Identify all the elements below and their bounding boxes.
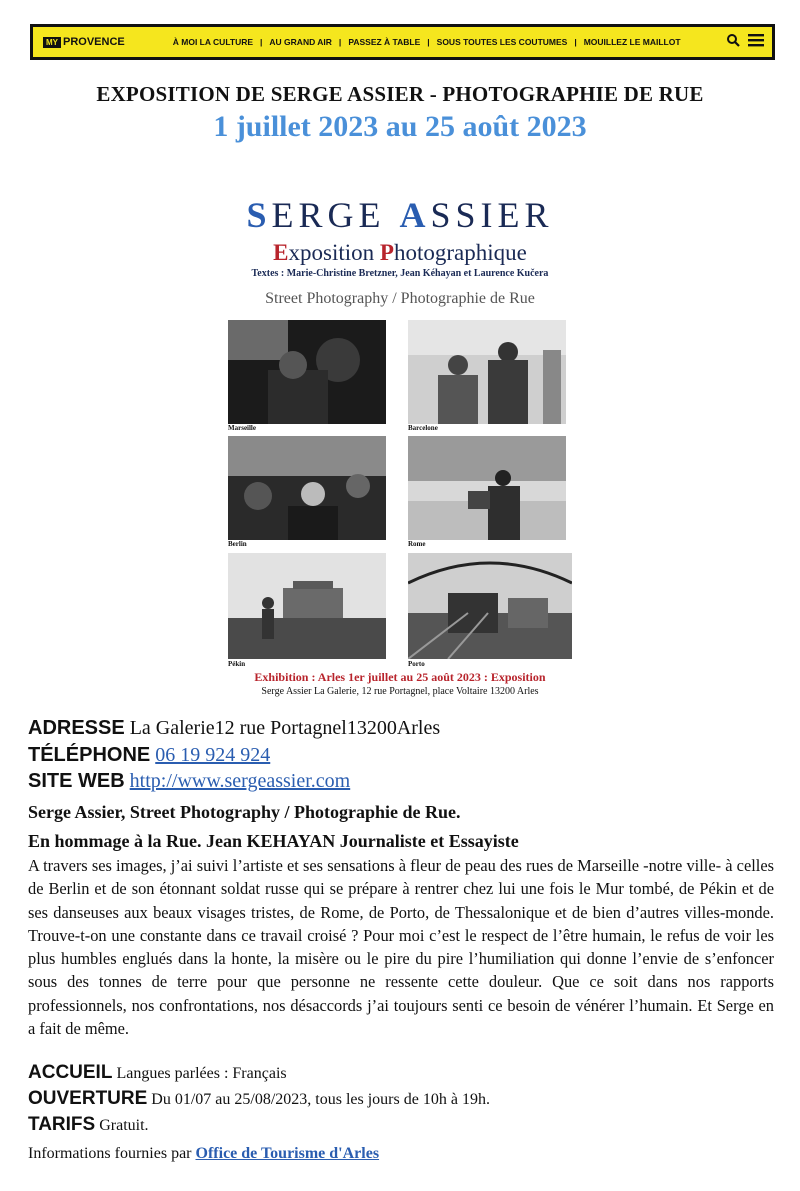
photo-caption-barcelone: Barcelone xyxy=(408,424,438,432)
photo-pekin xyxy=(228,553,386,659)
address-value: La Galerie12 rue Portagnel13200Arles xyxy=(124,717,441,739)
poster-exhibition-line: Exhibition : Arles 1er juillet au 25 août 2023 : Exposition xyxy=(254,670,546,684)
photo-marseille xyxy=(228,320,386,424)
prices-value: Gratuit. xyxy=(95,1117,149,1134)
opening-row xyxy=(28,1088,778,1110)
nav-separator: | xyxy=(260,37,263,47)
website-label: SITE WEB xyxy=(28,770,125,792)
photo-porto xyxy=(408,553,572,659)
nav-separator: | xyxy=(427,37,430,47)
nav-link-table[interactable]: PASSEZ À TABLE xyxy=(348,37,421,47)
phone-link[interactable]: 06 19 924 924 xyxy=(155,744,271,766)
opening-label: OUVERTURE xyxy=(28,1088,148,1109)
phone-label: TÉLÉPHONE xyxy=(28,744,151,766)
photo-berlin xyxy=(228,436,386,540)
prices-row xyxy=(28,1114,778,1136)
nav-separator: | xyxy=(574,37,577,47)
photo-rome xyxy=(408,436,566,540)
address-row xyxy=(28,717,778,740)
photo-caption-marseille: Marseille xyxy=(228,424,256,432)
exhibition-dates: 1 juillet 2023 au 25 août 2023 xyxy=(213,110,587,143)
nav-links xyxy=(173,37,681,47)
photo-caption-rome: Rome xyxy=(408,540,426,548)
website-link[interactable]: http://www.sergeassier.com xyxy=(129,770,351,792)
poster-artist-name: SERGE ASSIER xyxy=(246,195,554,235)
source-row xyxy=(28,1145,778,1163)
search-icon[interactable] xyxy=(726,33,740,52)
brand-logo-box: MY xyxy=(43,37,61,48)
nav-link-maillot[interactable]: MOUILLEZ LE MAILLOT xyxy=(583,37,681,47)
nav-link-culture[interactable]: À MOI LA CULTURE xyxy=(172,37,254,47)
nav-icons xyxy=(726,33,764,52)
website-row xyxy=(28,770,778,793)
section-heading: Serge Assier, Street Photography / Photographie de Rue. xyxy=(28,802,461,822)
nav-link-grand-air[interactable]: AU GRAND AIR xyxy=(269,37,332,47)
photo-caption-porto: Porto xyxy=(408,660,425,668)
photo-caption-berlin: Berlin xyxy=(228,540,247,548)
poster-credits: Textes : Marie-Christine Bretzner, Jean Kéhayan et Laurence Kučera xyxy=(251,268,549,279)
phone-row xyxy=(28,744,778,767)
accueil-label: ACCUEIL xyxy=(28,1062,113,1083)
photo-barcelone xyxy=(408,320,566,424)
accueil-value: Langues parlées : Français xyxy=(112,1065,287,1082)
source-link[interactable]: Office de Tourisme d'Arles xyxy=(195,1145,380,1162)
top-nav-bar xyxy=(30,24,775,60)
section-subheading: En hommage à la Rue. Jean KEHAYAN Journaliste et Essayiste xyxy=(28,831,519,851)
page-title: EXPOSITION DE SERGE ASSIER - PHOTOGRAPHIE DE RUE xyxy=(96,82,704,106)
description-paragraph: A travers ses images, j’ai suivi l’artiste et ses sensations à fleur de peau des rues de Marseille -notre ville- à celles de Berlin et de son étonnant soldat russe qui se prépare à rentrer chez lui une fois le Mur tombé, de Pékin et de ses danseuses aux beaux visages tristes, de Rome, de Porto, de Thessalonique et de bien d’autres villes-monde. Trouve-t-on une constante dans ce travail croisé ? Pour moi c’est le respect de l’être humain, le refus de voir les plus humbles englués dans la honte, la misère ou le pire du pire l’humiliation qui donne l’envie de s’enfoncer sous des tonnes de terre pour que personne ne ressente cette douleur. Que ce soit dans nos rapports professionnels, nos confrontations, nos désaccords j’ai toujours senti ce besoin de vénérer l’humain. Et Serge en a fait de même. xyxy=(28,856,774,1039)
brand-logo-text: PROVENCE xyxy=(63,36,125,48)
poster-subtitle: Exposition Photographique xyxy=(273,240,527,265)
brand-logo[interactable] xyxy=(43,36,125,48)
accueil-row xyxy=(28,1062,778,1084)
source-prefix: Informations fournies par xyxy=(28,1145,196,1162)
poster-address: Serge Assier La Galerie, 12 rue Portagnel, place Voltaire 13200 Arles xyxy=(261,686,539,697)
nav-link-coutumes[interactable]: SOUS TOUTES LES COUTUMES xyxy=(436,37,568,47)
opening-value: Du 01/07 au 25/08/2023, tous les jours de 10h à 19h. xyxy=(147,1091,490,1108)
nav-separator: | xyxy=(338,37,342,47)
menu-icon[interactable] xyxy=(748,33,764,52)
address-label: ADRESSE xyxy=(28,717,125,739)
photo-caption-pekin: Pékin xyxy=(228,660,246,668)
poster-street-photography: Street Photography / Photographie de Rue xyxy=(265,290,535,307)
prices-label: TARIFS xyxy=(28,1114,96,1135)
